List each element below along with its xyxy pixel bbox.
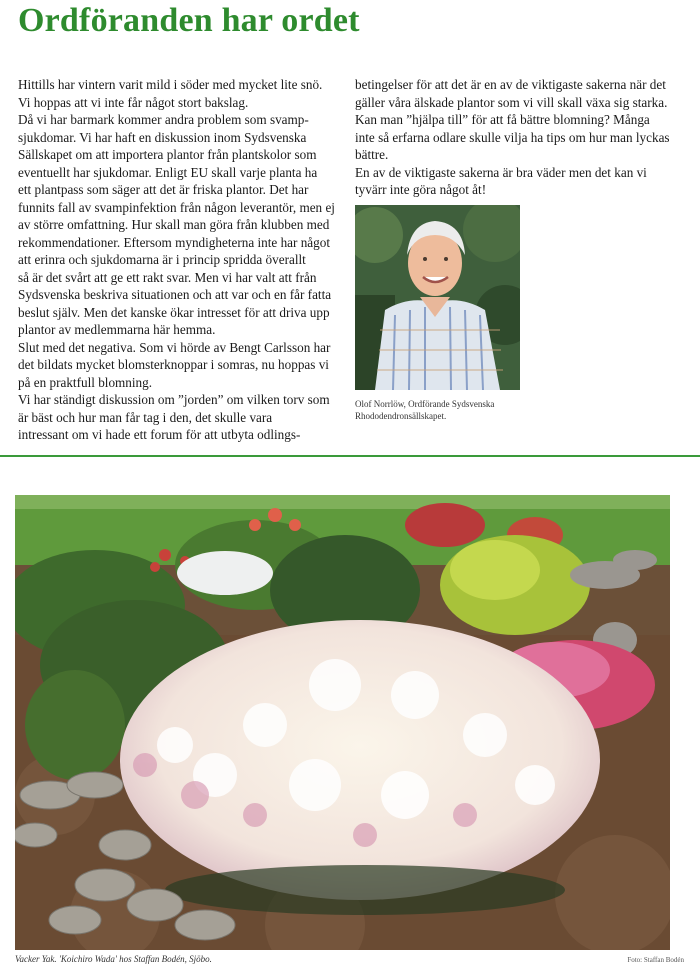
text-line: på en praktfull blomning. <box>18 374 153 390</box>
section-divider <box>0 455 700 457</box>
text-line: att erinra och sjukdomarna är i princip spridda överallt <box>18 252 306 267</box>
photo-credit: Foto: Staffan Bodén <box>627 956 684 964</box>
text-line: Vi har ständigt diskussion om ”jorden” om vilken torv som <box>18 392 330 407</box>
page-title: Ordföranden har ordet <box>18 2 360 39</box>
text-line: Då vi har barmark kommer andra problem som svamp- <box>18 112 309 127</box>
portrait-photo <box>355 205 520 390</box>
text-line: Sydsvenska beskriva situationen och att var och en får fatta <box>18 287 332 302</box>
text-line: funnits fall av svampinfektion från någon leverantör, men ej <box>18 199 335 215</box>
text-line: det bildats mycket blomsterknoppar i somras, nu hoppas vi <box>18 357 329 372</box>
caption-line: Rhododendronsällskapet. <box>355 411 447 421</box>
text-line: sjukdomar. Vi har haft en diskussion inom Sydsvenska <box>18 129 307 145</box>
text-line: eventuellt har sjukdomar. Enligt EU skall varje planta ha <box>18 164 318 180</box>
text-line: rekommendationer. Eftersom myndigheterna inte har något <box>18 234 331 250</box>
text-line: gäller våra älskade plantor som vi vill skall växa sig starka. <box>355 94 668 110</box>
photo-caption: Vacker Yak. 'Koichiro Wada' hos Staffan Bodén, Sjöbo. <box>15 954 212 964</box>
right-text-column <box>355 76 675 199</box>
portrait-caption <box>355 398 555 422</box>
text-line: är bäst och hur man får tag i den, det skulle vara <box>18 409 273 425</box>
text-line: av större omfattning. Hur skall man göra från klubben med <box>18 217 330 232</box>
text-line: Hittills har vintern varit mild i söder med mycket lite snö. <box>18 77 323 92</box>
text-line: plantor av medlemmarna här hemma. <box>18 322 216 337</box>
text-line: ett plantpass som säger att det är friska plantor. Det har <box>18 182 309 197</box>
text-line: intressant om vi hade ett forum för att utbyta odlings- <box>18 427 301 442</box>
text-line: En av de viktigaste sakerna är bra väder men det kan vi <box>355 164 647 180</box>
text-line: Vi hoppas att vi inte får något stort bakslag. <box>18 94 249 110</box>
text-line: tyvärr inte göra något åt! <box>355 182 487 197</box>
text-line: så är det svårt att ge ett rakt svar. Men vi har valt att från <box>18 269 317 285</box>
text-line: Kan man ”hjälpa till” för att få bättre blomning? Många <box>355 112 650 127</box>
caption-line: Olof Norrlöw, Ordförande Sydsvenska <box>355 399 495 409</box>
text-line: Slut med det negativa. Som vi hörde av Bengt Carlsson har <box>18 339 331 355</box>
text-line: inte så erfarna odlare skulle vilja ha tips om hur man lyckas <box>355 129 670 145</box>
text-line: Sällskapet om att importera plantor från plantskolor som <box>18 147 317 162</box>
text-line: beslut själv. Men det kanske ökar intresset för att driva upp <box>18 304 330 320</box>
text-line: betingelser för att det är en av de viktigaste sakerna när det <box>355 77 666 92</box>
left-text-column <box>18 76 340 444</box>
garden-photo <box>15 495 670 950</box>
text-line: bättre. <box>355 147 389 162</box>
